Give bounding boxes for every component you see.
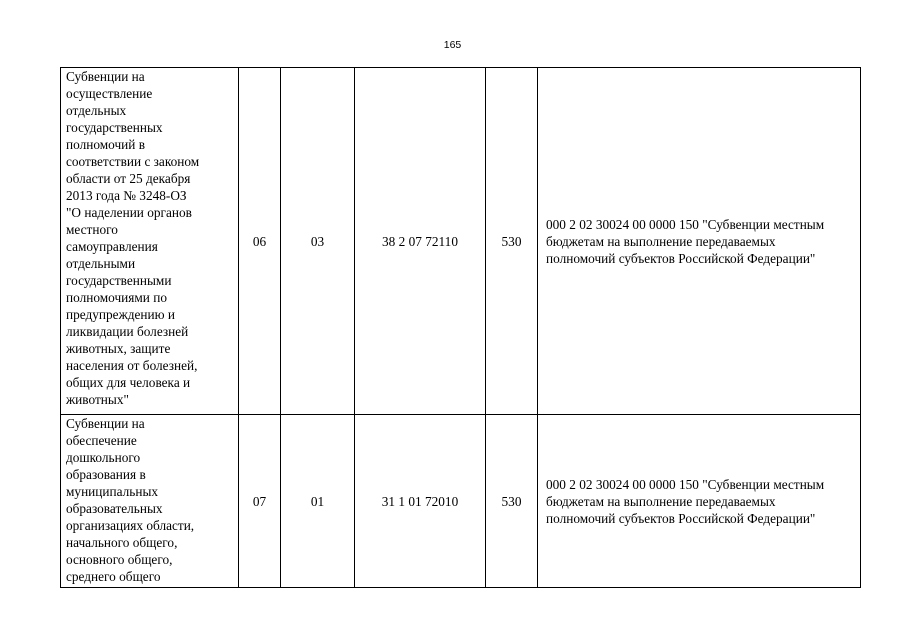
- name-line: организациях области,: [66, 518, 195, 533]
- name-line: отдельными: [66, 256, 136, 271]
- name-line: области от 25 декабря: [66, 171, 191, 186]
- name-line: образовательных: [66, 501, 163, 516]
- name-line: местного: [66, 222, 118, 237]
- name-line: обеспечение: [66, 433, 137, 448]
- budget-table: [60, 67, 861, 588]
- name-line: населения от болезней,: [66, 358, 198, 373]
- subsection-cell: 01: [281, 415, 355, 588]
- name-line: осуществление: [66, 86, 153, 101]
- source-line: бюджетам на выполнение передаваемых: [546, 233, 776, 249]
- name-line: общих для человека и: [66, 375, 191, 390]
- name-line: животных": [66, 392, 129, 407]
- name-line: полномочий в: [66, 137, 145, 152]
- target-code-cell: 38 2 07 72110: [355, 68, 486, 415]
- target-code-cell: 31 1 01 72010: [355, 415, 486, 588]
- name-line: соответствии с законом: [66, 154, 200, 169]
- revenue-source-cell: [538, 68, 861, 415]
- source-line: бюджетам на выполнение передаваемых: [546, 493, 776, 509]
- page-number: 165: [443, 39, 462, 51]
- name-line: ликвидации болезней: [66, 324, 189, 339]
- name-line: начального общего,: [66, 535, 178, 550]
- name-line: основного общего,: [66, 552, 173, 567]
- source-line: полномочий субъектов Российской Федерации": [546, 250, 816, 266]
- name-line: образования в: [66, 467, 146, 482]
- table-row: [61, 415, 861, 588]
- name-line: дошкольного: [66, 450, 141, 465]
- revenue-source-cell: [538, 415, 861, 588]
- subsection-cell: 03: [281, 68, 355, 415]
- name-line: отдельных: [66, 103, 127, 118]
- source-line: 000 2 02 30024 00 0000 150 "Субвенции местным: [546, 476, 825, 492]
- name-line: полномочиями по: [66, 290, 167, 305]
- name-line: Субвенции на: [66, 69, 145, 84]
- section-cell: 06: [239, 68, 281, 415]
- name-line: государственными: [66, 273, 172, 288]
- name-line: государственных: [66, 120, 163, 135]
- name-line: самоуправления: [66, 239, 158, 254]
- name-line: "О наделении органов: [66, 205, 192, 220]
- table-row: [61, 68, 861, 415]
- name-line: Субвенции на: [66, 416, 145, 431]
- source-line: 000 2 02 30024 00 0000 150 "Субвенции местным: [546, 216, 825, 232]
- expense-type-cell: 530: [486, 68, 538, 415]
- name-line: муниципальных: [66, 484, 159, 499]
- source-line: полномочий субъектов Российской Федерации": [546, 510, 816, 526]
- name-line: среднего общего: [66, 569, 161, 584]
- row-name-cell: [61, 415, 239, 588]
- section-cell: 07: [239, 415, 281, 588]
- name-line: животных, защите: [66, 341, 171, 356]
- name-line: 2013 года № 3248-ОЗ: [66, 188, 187, 203]
- name-line: предупреждению и: [66, 307, 176, 322]
- expense-type-cell: 530: [486, 415, 538, 588]
- row-name-cell: [61, 68, 239, 415]
